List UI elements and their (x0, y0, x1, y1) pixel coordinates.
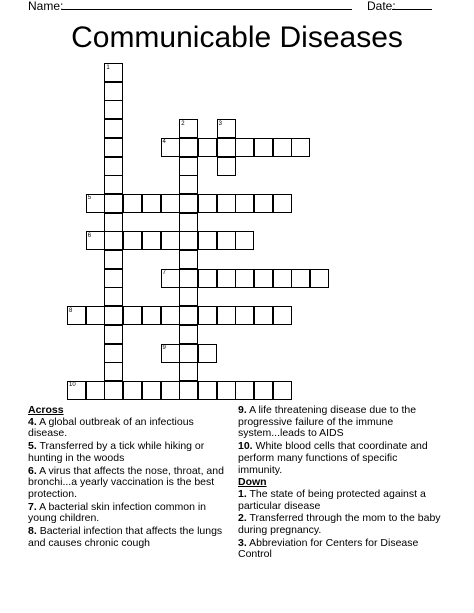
grid-cell[interactable] (179, 157, 198, 176)
grid-cell[interactable] (254, 306, 273, 325)
clue-across-9: 9. A life threatening disease due to the progressive failure of the immune system...leads to AIDS (238, 404, 417, 440)
grid-cell[interactable] (123, 194, 142, 213)
grid-cell[interactable] (235, 269, 254, 288)
grid-cell[interactable] (142, 381, 161, 400)
grid-cell[interactable] (179, 269, 198, 288)
grid-cell[interactable] (104, 287, 123, 306)
grid-cell[interactable] (198, 231, 217, 250)
grid-cell[interactable] (179, 306, 198, 325)
grid-cell[interactable] (254, 194, 273, 213)
grid-cell[interactable] (161, 381, 180, 400)
grid-cell[interactable] (235, 306, 254, 325)
grid-cell[interactable] (217, 157, 236, 176)
cell-number: 2 (181, 120, 185, 127)
grid-cell[interactable] (179, 138, 198, 157)
clue-across-5: 5. Transferred by a tick while hiking or hunting in the woods (28, 440, 205, 464)
grid-cell[interactable] (310, 269, 329, 288)
across-heading: Across (28, 404, 64, 416)
date-label: Date: (367, 0, 396, 13)
grid-cell[interactable] (254, 269, 273, 288)
grid-cell[interactable] (142, 194, 161, 213)
grid-cell[interactable] (254, 138, 273, 157)
cell-number: 9 (162, 345, 166, 351)
grid-cell[interactable] (273, 138, 292, 157)
grid-cell[interactable] (235, 381, 254, 400)
down-heading: Down (238, 476, 267, 489)
grid-cell[interactable] (198, 269, 217, 288)
cell-number: 4 (162, 139, 166, 146)
grid-cell[interactable] (142, 306, 161, 325)
grid-cell[interactable] (179, 344, 198, 363)
right-clues (238, 405, 443, 562)
grid-cell[interactable] (104, 157, 123, 176)
grid-cell[interactable] (104, 306, 123, 325)
grid-cell[interactable] (179, 213, 198, 232)
grid-cell[interactable] (235, 194, 254, 213)
cell-number: 1 (106, 64, 110, 71)
grid-cell[interactable] (198, 306, 217, 325)
grid-cell[interactable] (104, 250, 123, 269)
cell-number: 10 (69, 382, 76, 389)
cell-number: 8 (69, 307, 73, 314)
page-title: Communicable Diseases (71, 21, 403, 54)
cell-number: 3 (218, 120, 222, 127)
grid-cell[interactable] (179, 194, 198, 213)
name-label: Name: (28, 0, 64, 13)
grid-cell[interactable] (161, 306, 180, 325)
grid-cell[interactable] (104, 175, 123, 194)
grid-cell[interactable] (142, 231, 161, 250)
grid-cell[interactable] (217, 269, 236, 288)
grid-cell[interactable] (104, 362, 123, 381)
grid-cell[interactable] (104, 344, 123, 363)
grid-cell[interactable] (235, 138, 254, 157)
grid-cell[interactable] (217, 194, 236, 213)
grid-cell[interactable] (273, 381, 292, 400)
grid-cell[interactable] (198, 381, 217, 400)
clue-across-6: 6. A virus that affects the nose, throat, and bronchi...a yearly vaccination is the best protection. (28, 464, 224, 500)
grid-cell[interactable] (254, 381, 273, 400)
grid-cell[interactable] (291, 269, 310, 288)
clue-down-1: 1. The state of being protected against a particular disease (238, 487, 426, 512)
grid-cell[interactable] (179, 381, 198, 400)
grid-cell[interactable] (217, 231, 236, 250)
grid-cell[interactable] (104, 138, 123, 157)
cell-number: 5 (87, 195, 92, 202)
clue-down-2: 2. Transferred through the mom to the baby during pregnancy. (238, 512, 441, 537)
grid-cell[interactable] (179, 287, 198, 306)
grid-cell[interactable] (235, 231, 254, 250)
grid-cell[interactable] (273, 269, 292, 288)
grid-cell[interactable] (198, 194, 217, 213)
clue-across-10: 10. White blood cells that coordinate and perform many functions of specific immunity. (238, 440, 428, 476)
grid-cell[interactable] (104, 381, 123, 400)
grid-cell[interactable] (179, 362, 198, 381)
grid-cell[interactable] (161, 231, 180, 250)
grid-cell[interactable] (217, 306, 236, 325)
cell-number: 6 (87, 232, 92, 239)
across-clues (28, 405, 228, 550)
clue-down-3: 3. Abbreviation for Centers for Disease Control (238, 536, 419, 561)
grid-cell[interactable] (104, 119, 123, 138)
clue-across-4: 4. A global outbreak of an infectious disease. (28, 415, 194, 440)
grid-cell[interactable] (273, 194, 292, 213)
grid-cell[interactable] (86, 381, 105, 400)
grid-cell[interactable] (104, 213, 123, 232)
grid-cell[interactable] (179, 325, 198, 344)
grid-cell[interactable] (104, 194, 123, 213)
grid-cell[interactable] (104, 100, 123, 119)
grid-cell[interactable] (161, 194, 180, 213)
grid-cell[interactable] (273, 306, 292, 325)
grid-cell[interactable] (123, 231, 142, 250)
cell-number: 7 (162, 270, 166, 277)
grid-cell[interactable] (123, 381, 142, 400)
grid-cell[interactable] (217, 381, 236, 400)
grid-cell[interactable] (198, 344, 217, 363)
clue-across-8: 8. Bacterial infection that affects the lungs and causes chronic cough (28, 525, 223, 549)
grid-cell[interactable] (217, 138, 236, 157)
grid-cell[interactable] (86, 306, 105, 325)
grid-cell[interactable] (291, 138, 310, 157)
grid-cell[interactable] (104, 269, 123, 288)
grid-cell[interactable] (179, 175, 198, 194)
grid-cell[interactable] (104, 82, 123, 101)
grid-cell[interactable] (104, 325, 123, 344)
grid-cell[interactable] (123, 306, 142, 325)
grid-cell[interactable] (198, 138, 217, 157)
grid-cell[interactable] (104, 231, 123, 250)
clue-across-7: 7. A bacterial skin infection common in young children. (28, 500, 207, 525)
grid-cell[interactable] (179, 231, 198, 250)
grid-cell[interactable] (179, 250, 198, 269)
